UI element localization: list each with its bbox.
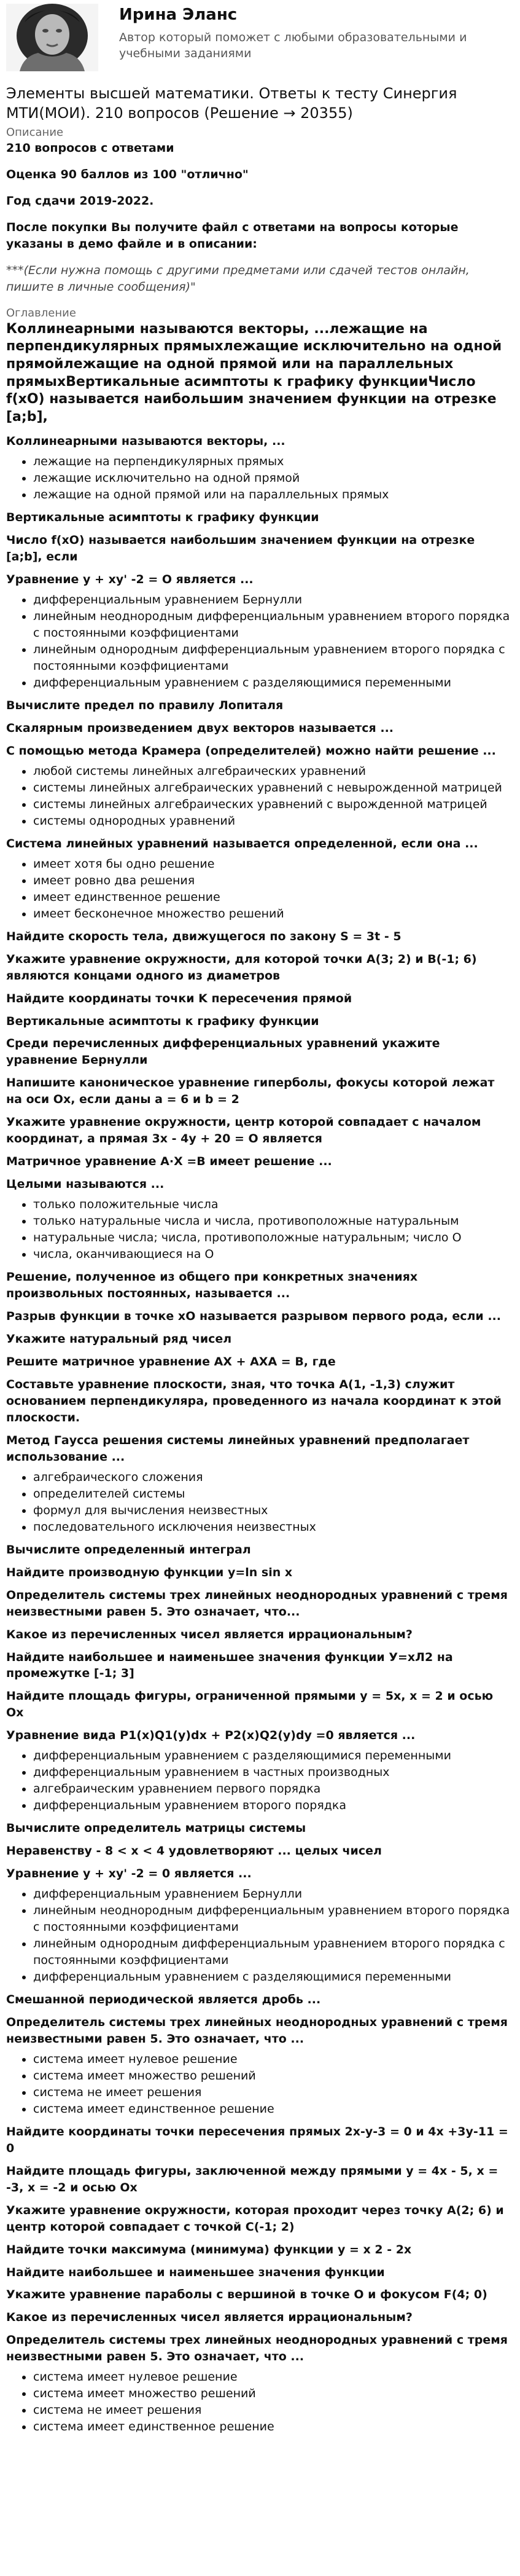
question-text: Найдите площадь фигуры, заключенной между прямыми y = 4x - 5, x = -3, x = -2 и осью Ox — [6, 2164, 499, 2194]
answer-list — [6, 592, 514, 691]
question-block — [6, 2264, 514, 2281]
question-block — [6, 951, 514, 984]
question-text: Разрыв функции в точке xO называется разрывом первого рода, если ... — [6, 1310, 501, 1324]
question-block — [6, 509, 514, 526]
answer-option: • системы линейных алгебраических уравнений с вырожденной матрицей — [33, 796, 514, 813]
question-text: Найдите координаты точки пересечения прямых 2x-y-3 = 0 и 4x +3y-11 = 0 — [6, 2124, 508, 2155]
answer-option: • линейным однородным дифференциальным уравнением второго порядка с постоянными коэффициентами — [33, 642, 514, 675]
question-block — [6, 1627, 514, 1643]
question-text: Вычислите предел по правилу Лопиталя — [6, 699, 284, 712]
answer-option: • система имеет единственное решение — [33, 2419, 514, 2435]
question-block — [6, 532, 514, 565]
question-block — [6, 2287, 514, 2303]
answer-option: • дифференциальным уравнением второго порядка — [33, 1797, 514, 1814]
answer-option: • дифференциальным уравнением с разделяющимися переменными — [33, 1748, 514, 1764]
question-block — [6, 2014, 514, 2118]
answer-option: • лежащие на перпендикулярных прямых — [33, 454, 514, 470]
question-text: Определитель системы трех линейных неоднородных уравнений с тремя неизвестными равен 5. Это означает, что... — [6, 1588, 508, 1619]
answer-option: • лежащие исключительно на одной прямой — [33, 470, 514, 487]
answer-option: • имеет бесконечное множество решений — [33, 906, 514, 922]
answer-option: • дифференциальным уравнением Бернулли — [33, 592, 514, 608]
question-block — [6, 1820, 514, 1837]
answer-option: • линейным однородным дифференциальным уравнением второго порядка с постоянными коэффициентами — [33, 1936, 514, 1969]
answer-option: • алгебраическим уравнением первого порядка — [33, 1781, 514, 1797]
answer-option: • система имеет множество решений — [33, 2068, 514, 2084]
answer-list — [6, 856, 514, 922]
answer-option: • имеет ровно два решения — [33, 873, 514, 889]
question-text: Найдите площадь фигуры, ограниченной прямыми y = 5x, x = 2 и осью Ox — [6, 1689, 494, 1720]
answer-option: • лежащие на одной прямой или на параллельных прямых — [33, 487, 514, 503]
question-text: Целыми называются ... — [6, 1177, 165, 1192]
question-text: Число f(xO) называется наибольшим значением функции на отрезке [a;b], если — [6, 533, 475, 564]
question-text: Уравнение y + xy' -2 = 0 является ... — [6, 1867, 252, 1881]
description-help-note: ***(Если нужна помощь с другими предметами или сдачей тестов онлайн, пишите в личные сообщения)" — [6, 263, 470, 294]
answer-option: • система имеет нулевое решение — [33, 2369, 514, 2386]
question-text: Коллинеарными называются векторы, ... — [6, 434, 285, 449]
question-text: Найдите точки максимума (минимума) функции y = x 2 - 2x — [6, 2242, 412, 2256]
question-block — [6, 1075, 514, 1108]
author-info — [119, 4, 514, 62]
question-block — [6, 1013, 514, 1030]
answer-list — [6, 2051, 514, 2118]
question-block — [6, 1542, 514, 1558]
question-text: Найдите производную функции y=ln sin x — [6, 1565, 293, 1579]
question-block — [6, 2202, 514, 2236]
question-block — [6, 720, 514, 737]
question-text: Решите матричное уравнение AX + AXA = B, где — [6, 1354, 336, 1368]
question-text: Определитель системы трех линейных неоднородных уравнений с тремя неизвестными равен 5. Это означает, что ... — [6, 2015, 508, 2046]
answer-option: • натуральные числа; числа, противоположные натуральным; число O — [33, 1230, 514, 1246]
question-block — [6, 1153, 514, 1170]
question-text: Укажите уравнение окружности, для которой точки A(3; 2) и B(-1; 6) являются концами одного из диаметров — [6, 952, 477, 983]
answer-list — [6, 1469, 514, 1536]
question-block — [6, 571, 514, 691]
question-block — [6, 1114, 514, 1147]
question-text: Составьте уравнение плоскости, зная, что точка A(1, -1,3) служит основанием перпендикуляра, проведенного из начала координат к этой плоскости. — [6, 1377, 502, 1424]
author-profile — [6, 0, 514, 71]
description-score: Оценка 90 баллов из 100 "отлично" — [6, 167, 249, 181]
question-text: Метод Гаусса решения системы линейных уравнений предполагает использование ... — [6, 1433, 470, 1464]
description-count: 210 вопросов с ответами — [6, 141, 174, 155]
description-label: Описание — [6, 126, 64, 139]
question-text: Укажите уравнение окружности, центр которой совпадает с началом координат, а прямая 3x - 4y + 20 = O является — [6, 1115, 481, 1146]
question-block — [6, 2163, 514, 2196]
answer-option: • система имеет нулевое решение — [33, 2051, 514, 2068]
answer-option: • только положительные числа — [33, 1196, 514, 1213]
answer-list — [6, 1886, 514, 1985]
question-block — [6, 2242, 514, 2258]
question-block — [6, 1649, 514, 1683]
question-block — [6, 1035, 514, 1069]
question-text: Определитель системы трех линейных неоднородных уравнений с тремя неизвестными равен 5. Это означает, что ... — [6, 2333, 508, 2364]
answer-option: • дифференциальным уравнением с разделяющимися переменными — [33, 1969, 514, 1985]
question-text: Какое из перечисленных чисел является иррациональным? — [6, 1627, 413, 1641]
answer-option: • последовательного исключения неизвестных — [33, 1519, 514, 1536]
author-description: Автор который поможет с любыми образовательными и учебными заданиями — [119, 30, 467, 61]
question-text: Найдите скорость тела, движущегося по закону S = 3t - 5 — [6, 929, 402, 943]
answer-option: • формул для вычисления неизвестных — [33, 1502, 514, 1519]
question-text: Укажите натуральный ряд чисел — [6, 1332, 232, 1346]
question-list — [6, 433, 514, 2435]
question-block — [6, 1308, 514, 1325]
question-block — [6, 1587, 514, 1620]
answer-option: • система имеет множество решений — [33, 2386, 514, 2402]
question-block — [6, 991, 514, 1007]
answer-option: • определителей системы — [33, 1486, 514, 1502]
question-text: Вычислите определитель матрицы системы — [6, 1821, 306, 1836]
question-block — [6, 2332, 514, 2435]
answer-option: • система не имеет решения — [33, 2402, 514, 2419]
answer-option: • системы однородных уравнений — [33, 813, 514, 830]
question-text: С помощью метода Крамера (определителей) можно найти решение ... — [6, 744, 496, 758]
question-block — [6, 1331, 514, 1348]
answer-list — [6, 1196, 514, 1263]
answer-option: • имеет единственное решение — [33, 889, 514, 906]
question-text: Какое из перечисленных чисел является иррациональным? — [6, 2311, 413, 2325]
question-block — [6, 1176, 514, 1263]
question-block — [6, 433, 514, 503]
question-block — [6, 1354, 514, 1370]
description-purchase-note: После покупки Вы получите файл с ответами на вопросы которые указаны в демо файле и в описании: — [6, 220, 459, 251]
author-name[interactable]: Ирина Эланс — [119, 6, 238, 24]
question-block — [6, 2124, 514, 2157]
question-block — [6, 1688, 514, 1721]
question-block — [6, 1992, 514, 2008]
question-block — [6, 929, 514, 945]
question-block — [6, 1376, 514, 1426]
question-text: Смешанной периодической является дробь ... — [6, 1992, 321, 2006]
question-text: Вычислите определенный интеграл — [6, 1542, 251, 1557]
question-text: Укажите уравнение параболы с вершиной в точке O и фокусом F(4; 0) — [6, 2288, 487, 2302]
answer-option: • алгебраического сложения — [33, 1469, 514, 1486]
question-block — [6, 1866, 514, 1985]
question-block — [6, 743, 514, 830]
question-text: Скалярным произведением двух векторов называется ... — [6, 721, 394, 735]
answer-list — [6, 763, 514, 830]
question-block — [6, 697, 514, 714]
question-text: Среди перечисленных дифференциальных уравнений укажите уравнение Бернулли — [6, 1037, 440, 1067]
contents-label: Оглавление — [6, 307, 76, 320]
answer-option: • дифференциальным уравнением Бернулли — [33, 1886, 514, 1903]
answer-list — [6, 1748, 514, 1814]
question-block — [6, 1269, 514, 1302]
question-text: Неравенству - 8 < x < 4 удовлетворяют ... целых чисел — [6, 1844, 382, 1858]
author-avatar[interactable] — [6, 4, 98, 71]
question-text: Матричное уравнение A·X =B имеет решение ... — [6, 1155, 332, 1169]
question-block — [6, 1432, 514, 1536]
answer-list — [6, 454, 514, 503]
question-text: Решение, полученное из общего при конкретных значениях произвольных постоянных, называется ... — [6, 1270, 418, 1301]
answer-option: • имеет хотя бы одно решение — [33, 856, 514, 873]
answer-list — [6, 2369, 514, 2435]
question-text: Напишите каноническое уравнение гиперболы, фокусы которой лежат на оси Ox, если даны a = 6 и b = 2 — [6, 1076, 495, 1107]
answer-option: • линейным неоднородным дифференциальным уравнением второго порядка с постоянными коэффициентами — [33, 1903, 514, 1936]
answer-option: • системы линейных алгебраических уравнений с невырожденной матрицей — [33, 780, 514, 796]
answer-option: • числа, оканчивающиеся на O — [33, 1246, 514, 1263]
question-text: Уравнение вида P1(x)Q1(y)dx + P2(x)Q2(y)dy =0 является ... — [6, 1729, 416, 1743]
question-block — [6, 1843, 514, 1859]
question-text: Вертикальные асимптоты к графику функции — [6, 511, 319, 525]
question-block — [6, 1565, 514, 1581]
answer-option: • система не имеет решения — [33, 2084, 514, 2101]
question-text: Система линейных уравнений называется определенной, если она ... — [6, 836, 478, 850]
contents-heading: Коллинеарными называются векторы, ...лежащие на перпендикулярных прямыхлежащие исключительно на одной прямойлежащие на одной прямой или на параллельных прямыхВертикальные асимптоты к графику функцииЧисло f(xO) называется наибольшим значением функции на отрезке [a;b], — [6, 321, 502, 425]
answer-option: • линейным неоднородным дифференциальным уравнением второго порядка с постоянными коэффициентами — [33, 608, 514, 642]
question-text: Найдите наибольшее и наименьшее значения функции — [6, 2265, 385, 2279]
question-text: Вертикальные асимптоты к графику функции — [6, 1014, 319, 1028]
question-block — [6, 836, 514, 922]
document-title: Элементы высшей математики. Ответы к тесту Синергия МТИ(МОИ). 210 вопросов (Решение → 20355) — [6, 85, 457, 122]
description-year: Год сдачи 2019-2022. — [6, 194, 154, 208]
question-text: Найдите координаты точки K пересечения прямой — [6, 991, 352, 1005]
question-block — [6, 1727, 514, 1814]
answer-option: • любой системы линейных алгебраических уравнений — [33, 763, 514, 780]
answer-option: • только натуральные числа и числа, противоположные натуральным — [33, 1213, 514, 1230]
answer-option: • дифференциальным уравнением в частных производных — [33, 1764, 514, 1781]
question-block — [6, 2309, 514, 2326]
answer-option: • система имеет единственное решение — [33, 2101, 514, 2118]
question-text: Найдите наибольшее и наименьшее значения функции У=хЛ2 на промежутке [-1; 3] — [6, 1650, 453, 1681]
answer-option: • дифференциальным уравнением с разделяющимися переменными — [33, 675, 514, 691]
question-text: Укажите уравнение окружности, которая проходит через точку A(2; 6) и центр которой совпадает с точкой C(-1; 2) — [6, 2203, 504, 2234]
question-text: Уравнение y + xy' -2 = O является ... — [6, 573, 254, 587]
